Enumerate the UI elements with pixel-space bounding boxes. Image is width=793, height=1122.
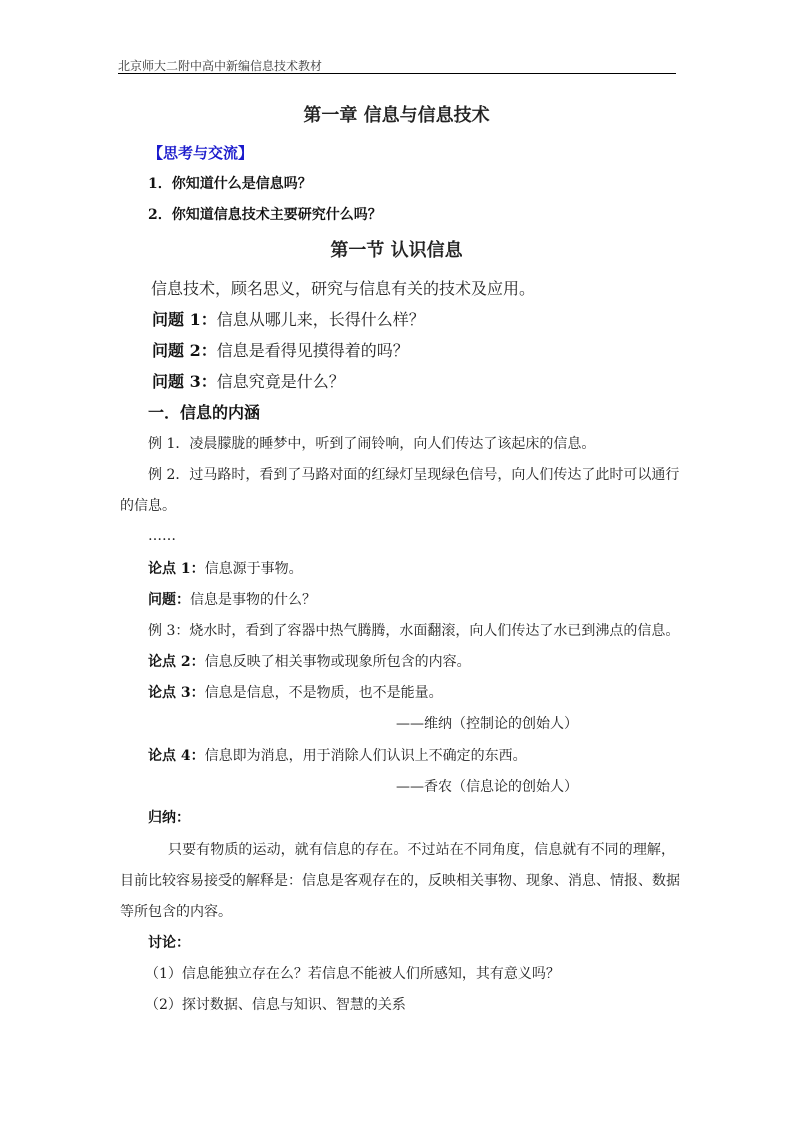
discussion-item-1: （1）信息能独立存在么？若信息不能被人们所感知，其有意义吗？ — [145, 966, 560, 982]
question-2 — [152, 341, 409, 361]
think-heading: 【思考与交流】 — [148, 144, 254, 162]
example-2-line-2: 的信息。 — [120, 498, 176, 514]
point-text: 信息即为消息，用于消除人们认识上不确定的东西。 — [204, 748, 527, 764]
question-text: 信息从哪儿来，长得什么样？ — [216, 310, 425, 329]
point-text: 信息是信息，不是物质，也不是能量。 — [204, 685, 443, 701]
question-label: 问题： — [148, 592, 190, 608]
question-general — [148, 590, 316, 610]
ellipsis: …… — [148, 528, 176, 544]
question-text: 信息是事物的什么？ — [190, 592, 316, 608]
page-header: 北京师大二附中高中新编信息技术教材 — [118, 59, 323, 73]
summary-line-2: 目前比较容易接受的解释是：信息是客观存在的，反映相关事物、现象、消息、情报、数据 — [120, 873, 680, 889]
example-2-line-1: 例 2．过马路时，看到了马路对面的红绿灯呈现绿色信号，向人们传达了此时可以通行 — [148, 467, 680, 483]
point-label: 论点 3： — [148, 685, 205, 701]
example-1: 例 1．凌晨朦胧的睡梦中，听到了闹铃响，向人们传达了该起床的信息。 — [148, 436, 596, 452]
example-3: 例 3：烧水时，看到了容器中热气腾腾，水面翻滚，向人们传达了水已到沸点的信息。 — [148, 623, 680, 639]
point-label: 论点 2： — [148, 654, 205, 670]
question-1 — [152, 310, 425, 330]
discussion-item-2: （2）探讨数据、信息与知识、智慧的关系 — [145, 997, 406, 1013]
summary-line-3: 等所包含的内容。 — [120, 904, 232, 920]
point-2 — [148, 652, 471, 672]
attribution-shannon: ——香农（信息论的创始人） — [396, 779, 578, 795]
summary-line-1: 只要有物质的运动，就有信息的存在。不过站在不同角度，信息就有不同的理解， — [168, 842, 675, 858]
header-rule — [118, 73, 676, 74]
point-1 — [148, 559, 303, 579]
point-label: 论点 1： — [148, 561, 205, 577]
question-text: 信息究竟是什么？ — [216, 372, 345, 391]
attribution-wiener: ——维纳（控制论的创始人） — [396, 716, 578, 732]
chapter-title: 第一章 信息与信息技术 — [303, 105, 490, 126]
point-4 — [148, 746, 527, 766]
think-question-1: 1．你知道什么是信息吗？ — [148, 176, 312, 192]
question-label: 问题 2： — [152, 341, 217, 360]
point-3 — [148, 683, 443, 703]
intro-text: 信息技术，顾名思义，研究与信息有关的技术及应用。 — [151, 279, 536, 298]
think-question-2: 2．你知道信息技术主要研究什么吗？ — [148, 207, 382, 223]
summary-heading: 归纳： — [148, 810, 190, 826]
question-label: 问题 3： — [152, 372, 217, 391]
point-text: 信息反映了相关事物或现象所包含的内容。 — [204, 654, 471, 670]
point-label: 论点 4： — [148, 748, 205, 764]
point-text: 信息源于事物。 — [204, 561, 303, 577]
question-text: 信息是看得见摸得着的吗？ — [216, 341, 409, 360]
discussion-heading: 讨论： — [148, 935, 190, 951]
question-label: 问题 1： — [152, 310, 217, 329]
subsection-title: 一．信息的内涵 — [148, 403, 261, 422]
section-title: 第一节 认识信息 — [330, 240, 463, 261]
question-3 — [152, 372, 345, 392]
